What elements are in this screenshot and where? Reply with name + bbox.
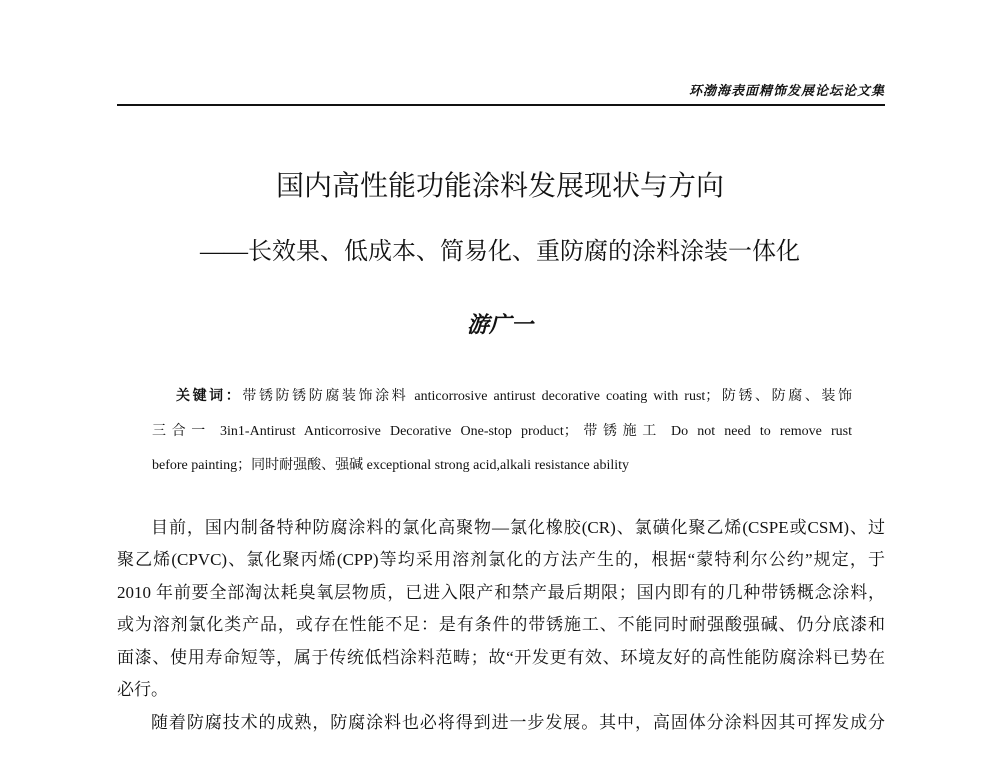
paper-title: 国内高性能功能涂料发展现状与方向 <box>275 170 724 201</box>
paragraph-line: 聚乙烯(CPVC)、氯化聚丙烯(CPP)等均采用溶剂氯化的方法产生的，根据“蒙特利尔公约”规定，于 <box>117 550 885 570</box>
keywords-line <box>152 380 852 415</box>
keywords <box>152 380 852 484</box>
running-header: 环渤海表面精饰发展论坛论文集 <box>688 83 885 98</box>
author: 游广一 <box>466 312 533 337</box>
body-text <box>117 512 885 740</box>
paragraph-line: 面漆、使用寿命短等，属于传统低档涂料范畴；故“开发更有效、环境友好的高性能防腐涂料已势在 <box>117 647 885 667</box>
paragraph-line: 或为溶剂氯化类产品，或存在性能不足：是有条件的带锈施工、不能同时耐强酸强碱、仍分底漆和 <box>117 615 885 635</box>
paragraph-line: 目前，国内制备特种防腐涂料的氯化高聚物—氯化橡胶(CR)、氯磺化聚乙烯(CSPE或CSM)、过 <box>151 517 885 537</box>
paragraph-line: 必行。 <box>117 680 168 700</box>
header-rule <box>117 104 885 106</box>
paragraph-line: 2010 年前要全部淘汰耗臭氧层物质，已进入限产和禁产最后期限；国内即有的几种带锈概念涂料， <box>117 582 885 602</box>
keywords-line: 三合一 3in1-Antirust Anticorrosive Decorative One-stop product；带锈施工 Do not need to remove rust <box>152 423 852 439</box>
content-flow <box>0 380 1000 740</box>
keywords-line: before painting；同时耐强酸、强碱 exceptional strong acid,alkali resistance ability <box>152 458 630 473</box>
keywords-text: 带锈防锈防腐装饰涂料 anticorrosive antirust decorative coating with rust；防锈、防腐、装饰 <box>242 389 853 404</box>
keywords-label: 关键词： <box>176 389 243 404</box>
paper-subtitle: ——长效果、低成本、简易化、重防腐的涂料涂装一体化 <box>200 239 800 265</box>
paragraph-line: 随着防腐技术的成熟，防腐涂料也必将得到进一步发展。其中，高固体分涂料因其可挥发成分 <box>151 713 885 733</box>
